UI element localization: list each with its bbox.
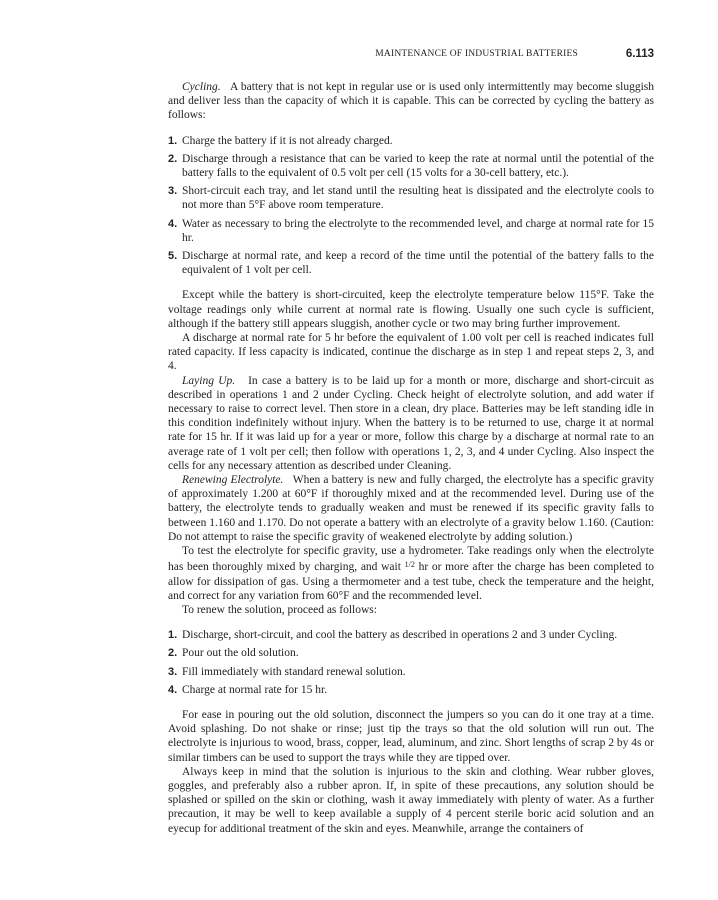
cycling-steps-list xyxy=(168,134,654,278)
list-item xyxy=(168,249,654,277)
list-item-text: Short-circuit each tray, and let stand until the resulting heat is dissipated and the electrolyte cools to not more than 5°F above room temperature. xyxy=(182,185,654,212)
list-item-number: 1. xyxy=(168,629,178,642)
list-item xyxy=(168,134,654,148)
list-item-number: 1. xyxy=(168,134,178,147)
list-item-text: Discharge, short-circuit, and cool the battery as described in operations 2 and 3 under Cycling. xyxy=(182,629,618,642)
list-item-number: 2. xyxy=(168,647,178,660)
renewing-after-paragraph-1: For ease in pouring out the old solution, disconnect the jumpers so you can do it one tray at a time. Avoid splashing. Do not shake or rinse; just tip the trays so that the old solution will run out. The electrolyte is injurious to wood, brass, copper, lead, aluminum, and zinc. Short lengths of scrap 2 by 4s or similar timbers can be used to support the trays while they are tipped over. xyxy=(168,708,654,764)
renewing-text: When a battery is new and fully charged, the electrolyte has a specific gravity of approximately 1.200 at 60°F if thoroughly mixed and at the recommended level. During use of the battery, the electrolyte tends to gradually weaken and must be renewed if its specific gravity falls to between 1.160 and 1.170. Do not operate a battery with an electrolyte of a gravity below 1.160. (Caution: Do not attempt to raise the specific gravity of weakened electrolyte by adding solution.) xyxy=(168,474,655,543)
list-item-text: Charge at normal rate for 15 hr. xyxy=(182,683,328,696)
renewing-after-paragraph-2: Always keep in mind that the solution is injurious to the skin and clothing. Wear rubber gloves, goggles, and preferably also a rubber apron. If, in spite of these precautions, any solution should be splashed or spilled on the skin or clothing, wash it away immediately with plenty of water. As a further precaution, it may be well to keep available a supply of 4 percent sterile boric acid solution and an eyecup for additional treatment of the skin and eyes. Meanwhile, arrange the containers of xyxy=(168,765,654,835)
page-header xyxy=(168,48,654,64)
running-head: MAINTENANCE OF INDUSTRIAL BATTERIES xyxy=(375,49,578,59)
list-item xyxy=(168,646,654,660)
body-text xyxy=(168,80,654,836)
renewal-steps-list xyxy=(168,628,654,697)
renewing-runin-heading: Renewing Electrolyte. xyxy=(182,474,284,487)
cycling-runin-heading: Cycling. xyxy=(182,81,221,93)
laying-up-text: In case a battery is to be laid up for a month or more, discharge and short-circuit as described in operations 1 and 2 under Cycling. Check height of electrolyte solution, and add water if necessary to raise to correct level. Then store in a clean, dry place. Batteries may be left standing idle in this condition indefinitely without injury. When the battery is to be returned to use, charge it at normal rate for 15 hr. If it was laid up for a year or more, follow this charge by a discharge at normal rate to an average rate of 1 volt per cell; then follow with operations 1, 2, 3, and 4 under Cycling. Also inspect the cells for any necessary attention as described under Cleaning. xyxy=(168,374,655,472)
list-item xyxy=(168,665,654,679)
list-item-text: Fill immediately with standard renewal solution. xyxy=(182,665,406,678)
list-item xyxy=(168,683,654,697)
list-item-number: 4. xyxy=(168,683,178,696)
renewing-paragraph xyxy=(168,473,654,544)
list-item-text: Water as necessary to bring the electrolyte to the recommended level, and charge at normal rate for 15 hr. xyxy=(182,217,654,244)
cycling-after-paragraph-2: A discharge at normal rate for 5 hr before the equivalent of 1.00 volt per cell is reached indicates full rated capacity. If less capacity is indicated, continue the discharge as in step 1 and repeat steps 2, 3, and 4. xyxy=(168,332,654,373)
list-item-number: 2. xyxy=(168,152,178,165)
list-item-text: Charge the battery if it is not already charged. xyxy=(182,134,393,147)
page-number: 6.113 xyxy=(625,48,654,60)
list-item xyxy=(168,184,654,212)
list-item-number: 3. xyxy=(168,185,178,198)
list-item xyxy=(168,628,654,642)
hydrometer-test-text-b: hr or more after the charge has been completed to allow for dissipation of gas. Using a thermometer and a test tube, check the temperature and the height, and correct for any variation from 60°F and the recommended level. xyxy=(168,561,655,602)
list-item-number: 3. xyxy=(168,665,178,678)
list-item xyxy=(168,217,654,245)
list-item-text: Pour out the old solution. xyxy=(182,647,299,660)
renew-intro-paragraph: To renew the solution, proceed as follows: xyxy=(182,603,377,616)
hydrometer-test-paragraph xyxy=(168,544,654,603)
fraction-half: 1/2 xyxy=(404,560,415,570)
list-item-text: Discharge through a resistance that can be varied to keep the rate at normal until the potential of the battery falls to the equivalent of 0.5 volt per cell (15 volts for a 30-cell battery, etc.). xyxy=(182,152,654,180)
list-item xyxy=(168,152,654,180)
cycling-intro-text: A battery that is not kept in regular use or is used only intermittently may become sluggish and deliver less than the capacity of which it is capable. This can be corrected by cycling the battery as follows: xyxy=(168,81,654,122)
laying-up-paragraph xyxy=(168,374,654,473)
laying-up-runin-heading: Laying Up. xyxy=(182,374,236,387)
cycling-after-paragraph-1: Except while the battery is short-circuited, keep the electrolyte temperature below 115°F. Take the voltage readings only while current at normal rate is flowing. Usually one such cycle is sufficient, although if the battery still appears sluggish, another cycle or two may bring further improvement. xyxy=(168,289,654,330)
list-item-number: 5. xyxy=(168,250,178,263)
list-item-text: Discharge at normal rate, and keep a record of the time until the potential of the battery falls to the equivalent of 1 volt per cell. xyxy=(182,250,654,277)
cycling-intro-paragraph xyxy=(168,80,654,123)
list-item-number: 4. xyxy=(168,217,178,230)
hydrometer-test-text-a: To test the electrolyte for specific gravity, use a hydrometer. Take readings only when the electrolyte has been thoroughly mixed by charging, and wait xyxy=(168,545,654,574)
